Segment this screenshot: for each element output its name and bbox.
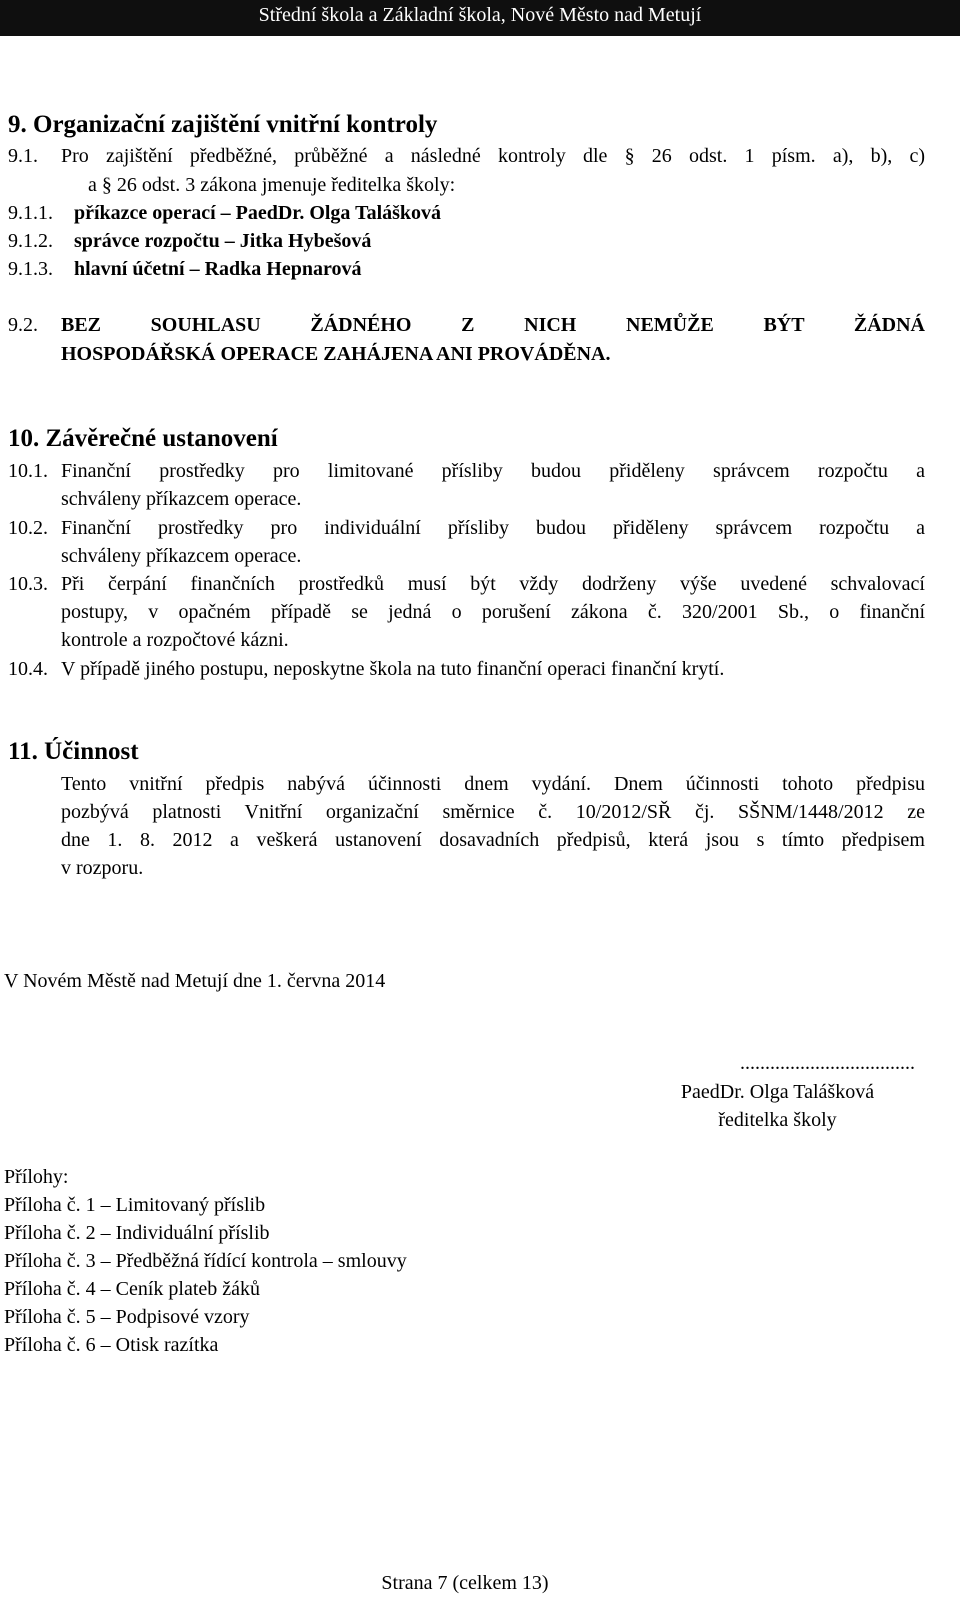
page-number: Strana 7 (celkem 13) — [381, 1572, 549, 1594]
section-10-2-line-1: Finanční prostředky pro individuální přísliby budou přiděleny správcem rozpočtu a — [61, 517, 925, 539]
section-11-heading: 11. Účinnost — [8, 738, 139, 765]
section-10-heading: 10. Závěrečné ustanovení — [8, 425, 278, 452]
section-9-2-number: 9.2. — [8, 314, 38, 336]
item-9-1-1-number: 9.1.1. — [8, 202, 53, 224]
item-9-1-2-number: 9.1.2. — [8, 230, 53, 252]
section-10-4-line-1: V případě jiného postupu, neposkytne škola na tuto finanční operaci finanční krytí. — [61, 658, 725, 680]
attachment-item: Příloha č. 6 – Otisk razítka — [4, 1334, 219, 1356]
attachment-item: Příloha č. 1 – Limitovaný příslib — [4, 1194, 266, 1216]
section-10-3-number: 10.3. — [8, 573, 48, 595]
section-9-2-line-1: BEZ SOUHLASU ŽÁDNÉHO Z NICH NEMŮŽE BÝT ŽÁDNÁ — [61, 314, 925, 336]
item-9-1-2-text: správce rozpočtu – Jitka Hybešová — [74, 230, 372, 252]
section-9-heading: 9. Organizační zajištění vnitřní kontroly — [8, 111, 438, 138]
attachment-item: Příloha č. 3 – Předběžná řídící kontrola – smlouvy — [4, 1250, 407, 1272]
attachment-item: Příloha č. 4 – Ceník plateb žáků — [4, 1278, 261, 1300]
section-10-3-line-2: postupy, v opačném případě se jedná o porušení zákona č. 320/2001 Sb., o finanční — [61, 601, 925, 623]
section-9-1-number: 9.1. — [8, 145, 38, 167]
attachments-title: Přílohy: — [4, 1166, 69, 1188]
section-11-line-3: dne 1. 8. 2012 a veškerá ustanovení dosavadních předpisů, která jsou s tímto předpisem — [61, 829, 925, 851]
section-9-2-line-2: HOSPODÁŘSKÁ OPERACE ZAHÁJENA ANI PROVÁDĚNA. — [61, 343, 611, 365]
section-9-1-line-1: Pro zajištění předběžné, průběžné a následné kontroly dle § 26 odst. 1 písm. a), b), c) — [61, 145, 925, 167]
signature-role: ředitelka školy — [718, 1109, 837, 1131]
section-11-line-1: Tento vnitřní předpis nabývá účinnosti dnem vydání. Dnem účinnosti tohoto předpisu — [61, 773, 925, 795]
section-10-3-line-3: kontrole a rozpočtové kázni. — [61, 629, 289, 651]
section-10-2-number: 10.2. — [8, 517, 48, 539]
header-title: Střední škola a Základní škola, Nové Město nad Metují — [258, 4, 702, 26]
attachment-item: Příloha č. 2 – Individuální příslib — [4, 1222, 270, 1244]
section-10-1-line-1: Finanční prostředky pro limitované přísliby budou přiděleny správcem rozpočtu a — [61, 460, 925, 482]
place-date: V Novém Městě nad Metují dne 1. června 2014 — [4, 970, 386, 992]
section-11-line-4: v rozporu. — [61, 857, 144, 879]
section-10-4-number: 10.4. — [8, 658, 48, 680]
section-10-1-line-2: schváleny příkazcem operace. — [61, 488, 302, 510]
item-9-1-3-number: 9.1.3. — [8, 258, 53, 280]
signature-line: ................................... — [740, 1052, 915, 1074]
section-10-1-number: 10.1. — [8, 460, 48, 482]
section-11-line-2: pozbývá platnosti Vnitřní organizační směrnice č. 10/2012/SŘ čj. SŠNM/1448/2012 ze — [61, 801, 925, 823]
section-10-3-line-1: Při čerpání finančních prostředků musí být vždy dodrženy výše uvedené schvalovací — [61, 573, 925, 595]
section-9-1-line-2: a § 26 odst. 3 zákona jmenuje ředitelka školy: — [88, 174, 456, 196]
item-9-1-3-text: hlavní účetní – Radka Hepnarová — [74, 258, 362, 280]
page-header — [0, 0, 960, 36]
item-9-1-1-text: příkazce operací – PaedDr. Olga Talášková — [74, 202, 442, 224]
attachment-item: Příloha č. 5 – Podpisové vzory — [4, 1306, 250, 1328]
signature-name: PaedDr. Olga Talášková — [680, 1081, 875, 1103]
section-10-2-line-2: schváleny příkazcem operace. — [61, 545, 302, 567]
